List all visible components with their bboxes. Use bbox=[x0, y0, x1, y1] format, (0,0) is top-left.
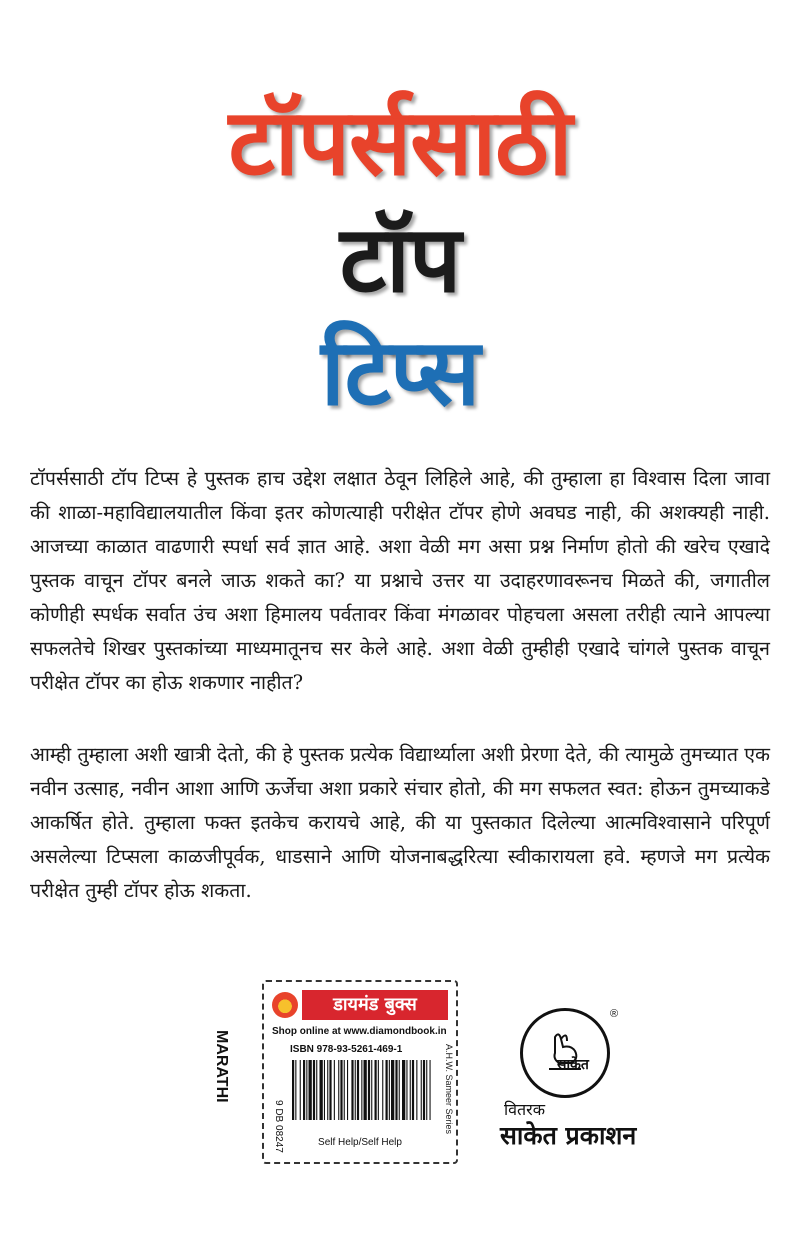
registered-mark: ® bbox=[610, 1008, 619, 1020]
series-text: A.H.W. Sameer Series bbox=[444, 1044, 454, 1135]
distributor-label: वितरक bbox=[504, 1100, 545, 1119]
barcode-bar bbox=[416, 1060, 417, 1120]
barcode-bar bbox=[368, 1060, 370, 1120]
barcode-bar bbox=[410, 1060, 411, 1120]
barcode-bar bbox=[355, 1060, 356, 1120]
shop-online-text: Shop online at www.diamondbook.in bbox=[272, 1026, 447, 1037]
barcode-bar bbox=[430, 1060, 431, 1120]
barcode-bar bbox=[347, 1060, 348, 1120]
barcode-bar bbox=[320, 1060, 323, 1120]
barcode-bar bbox=[371, 1060, 372, 1120]
title-line-3: टिप्स bbox=[320, 319, 480, 426]
barcode-bar bbox=[402, 1060, 405, 1120]
side-code: 9 DB 08247 bbox=[273, 1100, 284, 1153]
barcode-bar bbox=[382, 1060, 383, 1120]
barcode-bar bbox=[327, 1060, 328, 1120]
barcode-bar bbox=[421, 1060, 422, 1120]
barcode-bar bbox=[306, 1060, 307, 1120]
brand-name: डायमंड बुक्स bbox=[302, 990, 448, 1020]
barcode-bar bbox=[361, 1060, 362, 1120]
barcode-bar bbox=[324, 1060, 325, 1120]
barcode-bar bbox=[378, 1060, 379, 1120]
isbn-text: ISBN 978-93-5261-469-1 bbox=[290, 1044, 403, 1055]
publisher-logo-text: साकेत bbox=[557, 1057, 589, 1073]
barcode-bar bbox=[389, 1060, 390, 1120]
barcode-icon bbox=[290, 1060, 436, 1130]
barcode-bar bbox=[375, 1060, 377, 1120]
barcode-bar bbox=[386, 1060, 388, 1120]
category-text: Self Help/Self Help bbox=[318, 1137, 402, 1148]
barcode-bar bbox=[313, 1060, 315, 1120]
barcode-bar bbox=[338, 1060, 339, 1120]
barcode-bar bbox=[309, 1060, 312, 1120]
barcode-bar bbox=[292, 1060, 294, 1120]
barcode-bar bbox=[391, 1060, 394, 1120]
barcode-bar bbox=[295, 1060, 296, 1120]
barcode-bar bbox=[399, 1060, 400, 1120]
barcode-bar bbox=[406, 1060, 407, 1120]
barcode-bar bbox=[357, 1060, 359, 1120]
barcode-bar bbox=[395, 1060, 397, 1120]
title-line-1: टॉपर्ससाठी bbox=[228, 89, 572, 196]
barcode-bar bbox=[412, 1060, 414, 1120]
language-label: MARATHI bbox=[213, 1030, 230, 1103]
barcode-bar bbox=[329, 1060, 331, 1120]
distributor-name: साकेत प्रकाशन bbox=[500, 1121, 637, 1150]
barcode-bar bbox=[423, 1060, 425, 1120]
barcode-bar bbox=[364, 1060, 367, 1120]
barcode-bar bbox=[334, 1060, 335, 1120]
barcode-bar bbox=[316, 1060, 317, 1120]
barcode-bar bbox=[340, 1060, 342, 1120]
blurb-paragraph-2: आम्ही तुम्हाला अशी खात्री देतो, की हे पुस्तक प्रत्येक विद्यार्थ्याला अशी प्रेरणा देते, की त्यामुळे तुमच्यात एक नवीन उत्साह, नवीन आशा आणि ऊर्जेचा अशा प्रकारे संचार होतो, की मग सफलत स्वत: होऊन तुमच्याकडे आकर्षित होते. तुम्हाला फक्त इतकेच करायचे आहे, की या पुस्तकात दिलेल्या आत्मविश्वासाने परिपूर्ण असलेल्या टिप्सला काळजीपूर्वक, धाडसाने आणि योजनाबद्धरित्या स्वीकारायला हवे. म्हणजे मग प्रत्येक परीक्षेत तुम्ही टॉपर होऊ शकता. bbox=[30, 743, 770, 902]
publisher-logo bbox=[520, 1008, 610, 1098]
barcode-bar bbox=[303, 1060, 305, 1120]
barcode-bar bbox=[351, 1060, 353, 1120]
title-line-2: टॉप bbox=[339, 206, 461, 313]
barcode-bar bbox=[300, 1060, 301, 1120]
brand-row bbox=[272, 990, 448, 1020]
barcode-bar bbox=[344, 1060, 345, 1120]
blurb-paragraph-1: टॉपर्ससाठी टॉप टिप्स हे पुस्तक हाच उद्देश लक्षात ठेवून लिहिले आहे, की तुम्हाला हा विश्वास दिला जावा की शाळा-महाविद्यालयातील किंवा इतर कोणत्याही परीक्षेत टॉपर होणे अवघड नाही, की अशक्यही नाही. आजच्या काळात वाढणारी स्पर्धा सर्व ज्ञात आहे. अशा वेळी मग असा प्रश्न निर्माण होतो की खरेच एखादे पुस्तक वाचून टॉपर बनले जाऊ शकते का? या प्रश्नाचे उत्तर या उदाहरणावरूनच मिळते की, जगातील कोणीही स्पर्धक सर्वात उंच अशा हिमालय पर्वतावर किंवा मंगळावर पोहचला असला तरीही त्याने आपल्या सफलतेचे शिखर पुस्तकांच्या माध्यमातूनच सर केले आहे. अशा वेळी तुम्हीही एखादे चांगले पुस्तक वाचून परीक्षेत टॉपर का होऊ शकणार नाहीत? bbox=[30, 467, 770, 694]
diamond-logo-icon bbox=[272, 992, 298, 1018]
barcode-sticker bbox=[262, 980, 458, 1164]
barcode-bar bbox=[426, 1060, 427, 1120]
